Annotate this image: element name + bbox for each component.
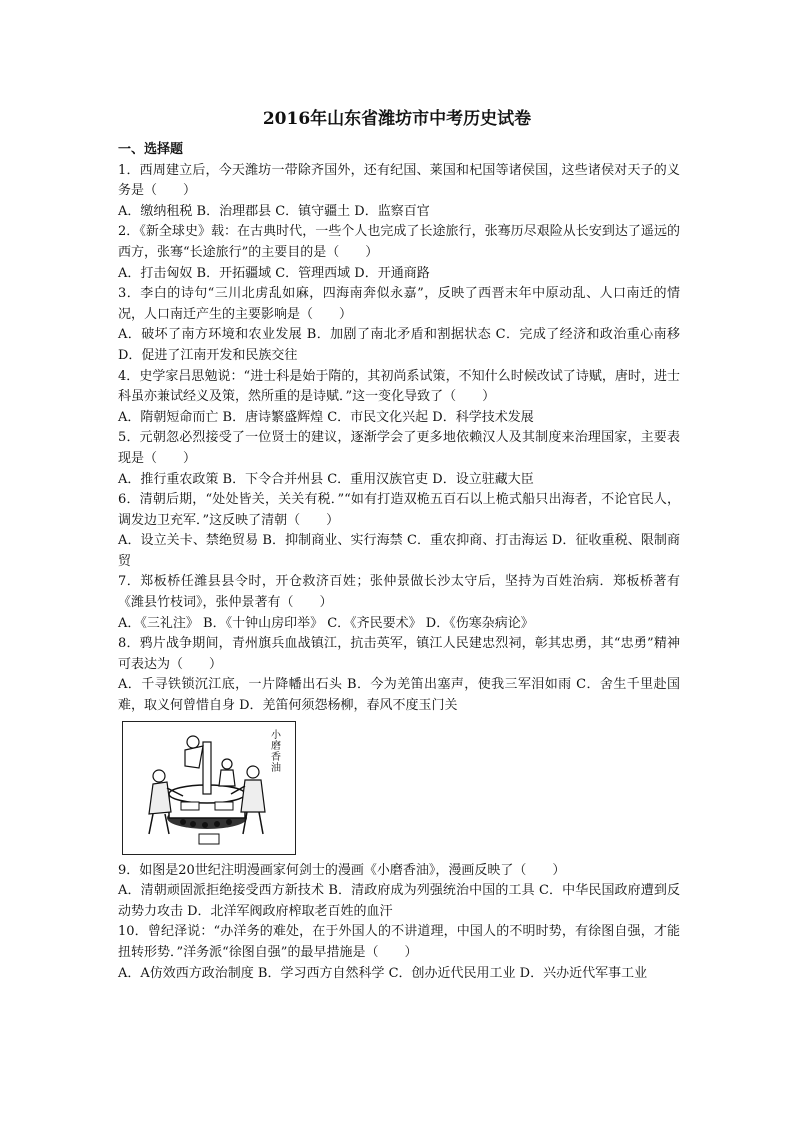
exam-content <box>118 140 680 984</box>
question-9-options: A．清朝顽固派拒绝接受西方新技术 B．清政府成为列强统治中国的工具 C．中华民国政府遭到反动势力攻击 D．北洋军阀政府榨取老百姓的血汗 <box>118 883 680 919</box>
question-8-stem: 8．鸦片战争期间，青州旗兵血战镇江，抗击英军，镇江人民建忠烈祠，彰其忠勇，其“忠勇”精神可表达为（ ） <box>118 636 680 672</box>
cartoon-caption: 小磨香油 <box>271 729 281 774</box>
question-7-options: A．《三礼注》 B．《十钟山房印举》 C．《齐民要术》 D．《伤寒杂病论》 <box>118 615 534 631</box>
question-2-options: A．打击匈奴 B．开拓疆域 C．管理西域 D．开通商路 <box>118 265 430 281</box>
question-10-options: A．A仿效西方政治制度 B．学习西方自然科学 C．创办近代民用工业 D．兴办近代军事工业 <box>118 965 648 981</box>
question-2-stem: 2．《新全球史》载：在古典时代，一些个人也完成了长途旅行，张骞历尽艰险从长安到达了遥远的西方，张骞“长途旅行”的主要目的是（ ） <box>118 224 680 260</box>
question-10-stem: 10．曾纪泽说：“办洋务的难处，在于外国人的不讲道理，中国人的不明时势，有徐图自强，才能扭转形势．”洋务派“徐图自强”的最早措施是（ ） <box>118 924 680 960</box>
question-3-options: A．破坏了南方环境和农业发展 B．加剧了南北矛盾和割据状态 C．完成了经济和政治重心南移 D．促进了江南开发和民族交往 <box>118 327 680 363</box>
question-3-stem: 3．李白的诗句“三川北虏乱如麻，四海南奔似永嘉”，反映了西晋末年中原动乱、人口南迁的情况，人口南迁产生的主要影响是（ ） <box>118 286 680 322</box>
exam-title: 2016年山东省潍坊市中考历史试卷 <box>262 109 532 129</box>
question-8-options: A．千寻铁锁沉江底，一片降幡出石头 B．今为羌笛出塞声，使我三军泪如雨 C．舍生千里赴国难，取义何曾惜自身 D．羌笛何须怨杨柳，春风不度玉门关 <box>118 677 680 714</box>
question-1-stem: 1．西周建立后，今天潍坊一带除齐国外，还有纪国、莱国和杞国等诸侯国，这些诸侯对天子的义务是（ ） <box>118 162 680 199</box>
question-5-stem: 5．元朝忽必烈接受了一位贤士的建议，逐渐学会了更多地依赖汉人及其制度来治理国家，主要表现是（ ） <box>118 430 680 466</box>
cartoon-figure <box>122 721 296 855</box>
cartoon-illustration-icon <box>123 722 295 854</box>
question-4-options: A．隋朝短命而亡 B．唐诗繁盛辉煌 C．市民文化兴起 D．科学技术发展 <box>118 409 534 425</box>
question-4-stem: 4．史学家吕思勉说：“进士科是始于隋的，其初尚系试策，不知什么时候改试了诗赋，唐时，进士科虽亦兼试经义及策，然所重的是诗赋．”这一变化导致了（ ） <box>118 368 680 405</box>
question-5-options: A．推行重农政策 B．下令合并州县 C．重用汉族官吏 D．设立驻藏大臣 <box>118 471 534 487</box>
section-heading: 一、选择题 <box>118 142 184 157</box>
question-6-options: A．设立关卡、禁绝贸易 B．抑制商业、实行海禁 C．重农抑商、打击海运 D．征收重税、限制商贸 <box>118 533 680 569</box>
question-1-options: A．缴纳租税 B．治理郡县 C．镇守疆土 D．监察百官 <box>118 203 430 219</box>
question-9-stem: 9．如图是20世纪注明漫画家何剑士的漫画《小磨香油》，漫画反映了（ ） <box>118 862 566 878</box>
question-6-stem: 6．清朝后期，“处处皆关，关关有税．”“如有打造双桅五百石以上桅式船只出海者，不论官民人，调发边卫充军．”这反映了清朝（ ） <box>118 492 680 528</box>
question-7-stem: 7．郑板桥任潍县县令时，开仓救济百姓；张仲景做长沙太守后，坚持为百姓治病．郑板桥著有《潍县竹枝词》，张仲景著有（ ） <box>118 574 680 611</box>
